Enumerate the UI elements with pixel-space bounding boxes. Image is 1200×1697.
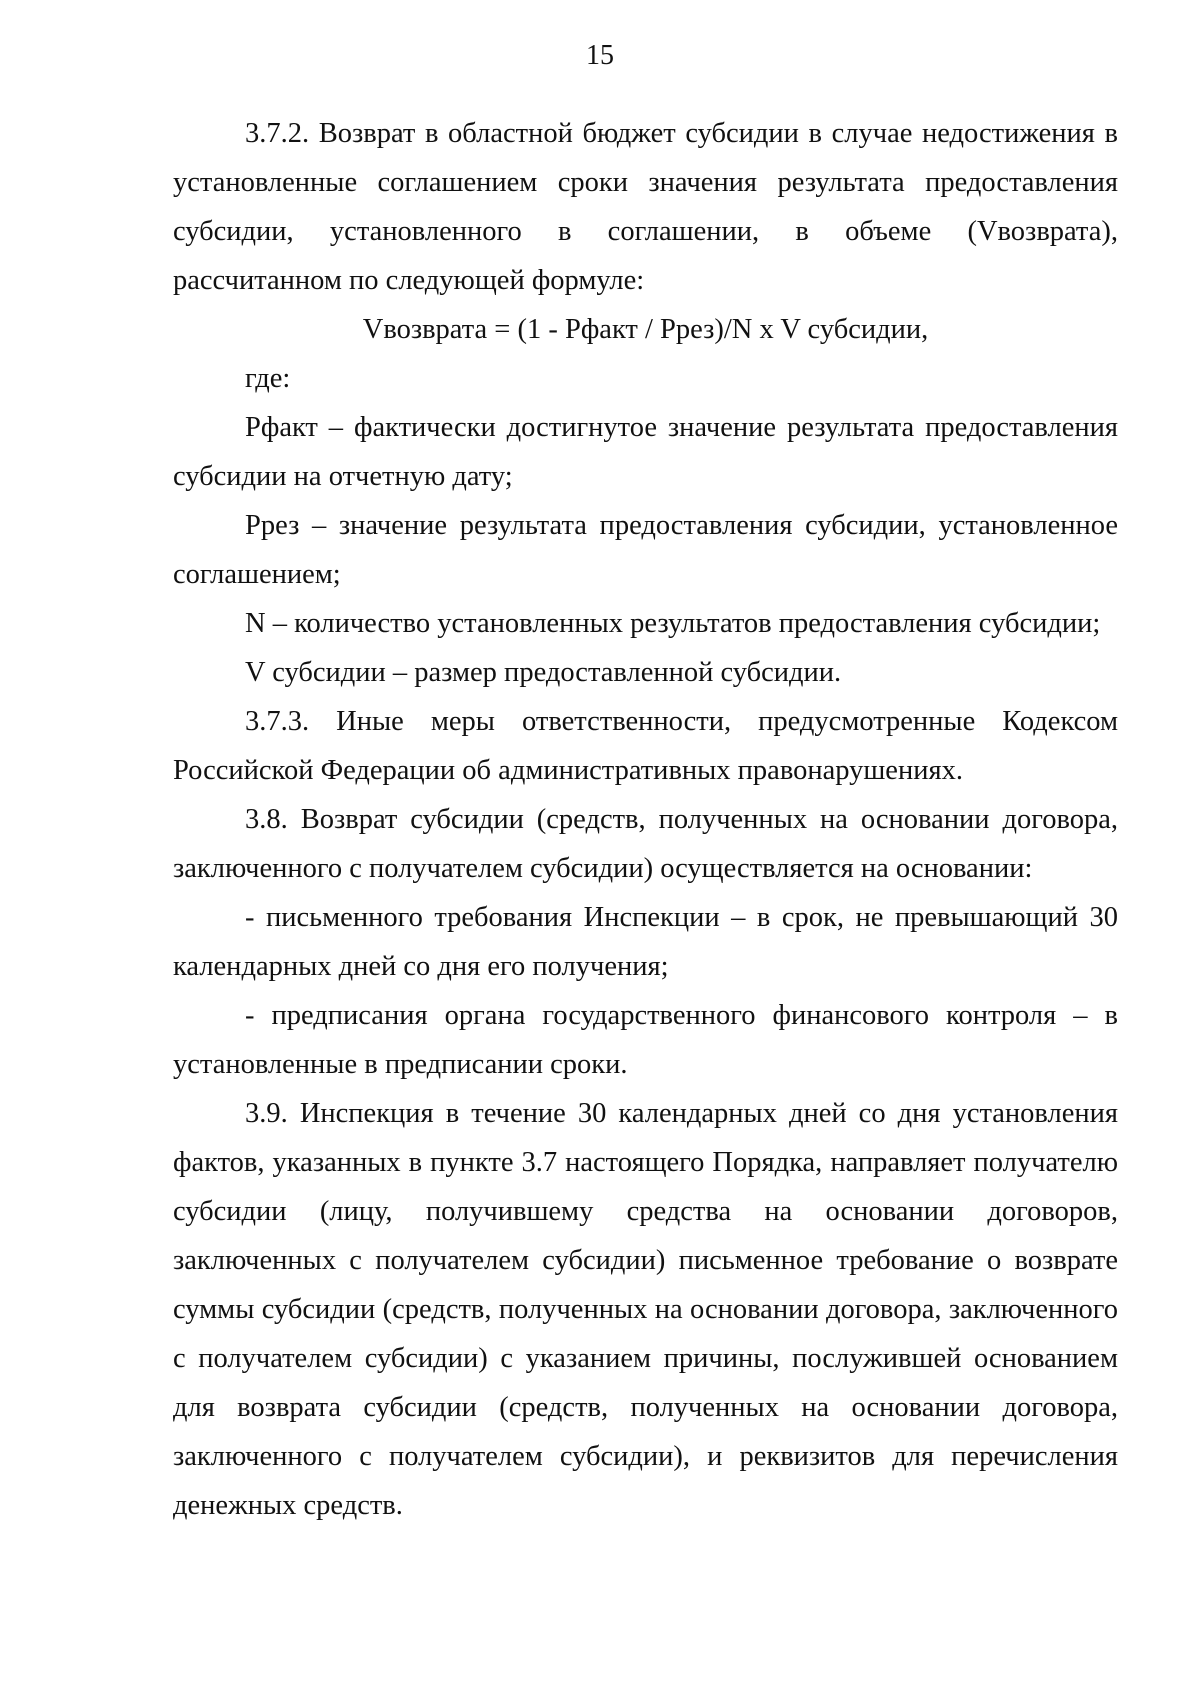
paragraph-3-8-item-a: - письменного требования Инспекции – в срок, не превышающий 30 календарных дней со дня его получения;	[173, 902, 1118, 982]
definition-n: N – количество установленных результатов предоставления субсидии;	[245, 608, 1101, 639]
document-body	[173, 109, 1118, 1530]
paragraph-3-7-2: 3.7.2. Возврат в областной бюджет субсидии в случае недостижения в установленные соглашением сроки значения результата предоставления субсидии, установленного в соглашении, в объеме (Vвозврата), рассчитанном по следующей формуле:	[173, 118, 1118, 296]
paragraph-3-8: 3.8. Возврат субсидии (средств, полученных на основании договора, заключенного с получателем субсидии) осуществляется на основании:	[173, 804, 1118, 884]
paragraph-3-9: 3.9. Инспекция в течение 30 календарных дней со дня установления фактов, указанных в пункте 3.7 настоящего Порядка, направляет получателю субсидии (лицу, получившему средства на основании договоров, заключенных с получателем субсидии) письменное требование о возврате суммы субсидии (средств, полученных на основании договора, заключенного с получателем субсидии) с указанием причины, послужившей основанием для возврата субсидии (средств, полученных на основании договора, заключенного с получателем субсидии), и реквизитов для перечисления денежных средств.	[173, 1098, 1118, 1521]
definition-v-subsidy: V субсидии – размер предоставленной субсидии.	[245, 657, 842, 688]
paragraph-3-7-3: 3.7.3. Иные меры ответственности, предусмотренные Кодексом Российской Федерации об административных правонарушениях.	[173, 706, 1118, 786]
definition-prez: Pрез – значение результата предоставления субсидии, установленное соглашением;	[173, 510, 1118, 590]
where-label: где:	[245, 363, 291, 394]
definition-pfact: Pфакт – фактически достигнутое значение результата предоставления субсидии на отчетную дату;	[173, 412, 1118, 492]
formula-v-return: Vвозврата = (1 - Pфакт / Pрез)/N x V субсидии,	[362, 314, 929, 345]
page-number: 15	[586, 40, 614, 71]
paragraph-3-8-item-b: - предписания органа государственного финансового контроля – в установленные в предписании сроки.	[173, 1000, 1118, 1080]
